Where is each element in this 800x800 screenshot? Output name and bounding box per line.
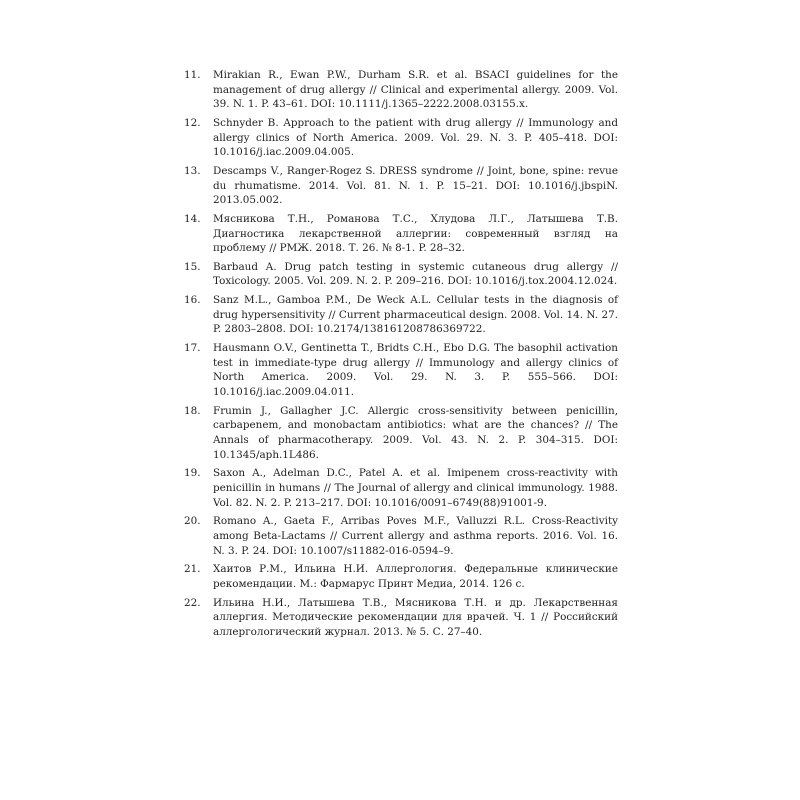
reference-number: 13.: [184, 164, 201, 177]
reference-number: 15.: [184, 260, 201, 273]
reference-number: 16.: [184, 294, 201, 307]
reference-item: [184, 260, 618, 289]
reference-item: [184, 404, 618, 462]
reference-item: [184, 466, 618, 510]
reference-item: [184, 164, 618, 208]
reference-text: Romano A., Gaeta F., Arribas Poves M.F., Valluzzi R.L. Cross-Reactivity among Beta-Lactams // Current allergy and asthma reports. 2016. Vol. 16. N. 3. P. 24. DOI: 10.1007/s11882-016-0594–9.: [213, 515, 618, 557]
reference-text: Barbaud A. Drug patch testing in systemic cutaneous drug allergy // Toxicology. 2005. Vol. 209. N. 2. P. 209–216. DOI: 10.1016/j.tox.2004.12.024.: [213, 260, 618, 288]
reference-text: Sanz M.L., Gamboa P.M., De Weck A.L. Cellular tests in the diagnosis of drug hypersensitivity // Current pharmaceutical design. 2008. Vol. 14. N. 27. P. 2803–2808. DOI: 10.2174/138161208786369722.: [213, 294, 618, 336]
reference-item: [184, 341, 618, 399]
reference-number: 18.: [184, 404, 201, 417]
reference-text: Ильина Н.И., Латышева Т.В., Мясникова Т.Н. и др. Лекарственная аллергия. Методические рекомендации для врачей. Ч. 1 // Российский аллергологический журнал. 2013. № 5. С. 27–40.: [213, 596, 618, 638]
reference-item: [184, 116, 618, 160]
reference-text: Descamps V., Ranger-Rogez S. DRESS syndrome // Joint, bone, spine: revue du rhumatisme. 2014. Vol. 81. N. 1. P. 15–21. DOI: 10.1016/j.jbspiN. 2013.05.002.: [213, 164, 618, 207]
reference-item: [184, 514, 618, 558]
reference-text: Mirakian R., Ewan P.W., Durham S.R. et al. BSACI guidelines for the management of drug allergy // Clinical and experimental allergy. 2009. Vol. 39. N. 1. P. 43–61. DOI: 10.1111/j.1365–2222.2008.03155.x.: [213, 69, 618, 111]
reference-number: 22.: [184, 596, 201, 609]
reference-number: 12.: [184, 116, 201, 129]
reference-item: [184, 596, 618, 640]
reference-number: 20.: [184, 515, 201, 528]
reference-text: Hausmann O.V., Gentinetta T., Bridts C.H., Ebo D.G. The basophil activation test in immediate-type drug allergy // Immunology and allergy clinics of North America. 2009. Vol. 29. N. 3. P. 555–566. DOI: 10.1016/j.iac.2009.04.011.: [213, 342, 618, 398]
reference-list: [184, 68, 618, 644]
reference-text: Хаитов Р.М., Ильина Н.И. Аллергология. Федеральные клинические рекомендации. М.: Фармарус Принт Медиа, 2014. 126 с.: [213, 563, 618, 590]
reference-text: Мясникова Т.Н., Романова Т.С., Хлудова Л.Г., Латышева Т.В. Диагностика лекарственной аллергии: современный взгляд на проблему // РМЖ. 2018. Т. 26. № 8-1. P. 28–32.: [213, 212, 618, 255]
reference-number: 11.: [184, 69, 201, 81]
reference-item: [184, 562, 618, 591]
reference-text: Schnyder B. Approach to the patient with drug allergy // Immunology and allergy clinics of North America. 2009. Vol. 29. N. 3. P. 405–418. DOI: 10.1016/j.iac.2009.04.005.: [213, 116, 618, 159]
reference-item: [184, 293, 618, 337]
reference-text: Frumin J., Gallagher J.C. Allergic cross-sensitivity between penicillin, carbapenem, and monobactam antibiotics: what are the chances? // The Annals of pharmacotherapy. 2009. Vol. 43. N. 2. P. 304–315. DOI: 10.1345/aph.1L486.: [213, 404, 618, 461]
reference-number: 14.: [184, 212, 201, 225]
reference-item: [184, 212, 618, 256]
reference-number: 21.: [184, 563, 201, 576]
reference-number: 17.: [184, 342, 201, 355]
reference-number: 19.: [184, 467, 201, 480]
reference-text: Saxon A., Adelman D.C., Patel A. et al. Imipenem cross-reactivity with penicillin in humans // The Journal of allergy and clinical immunology. 1988. Vol. 82. N. 2. P. 213–217. DOI: 10.1016/0091–6749(88)91001-9.: [213, 467, 618, 509]
reference-item: [184, 68, 618, 112]
